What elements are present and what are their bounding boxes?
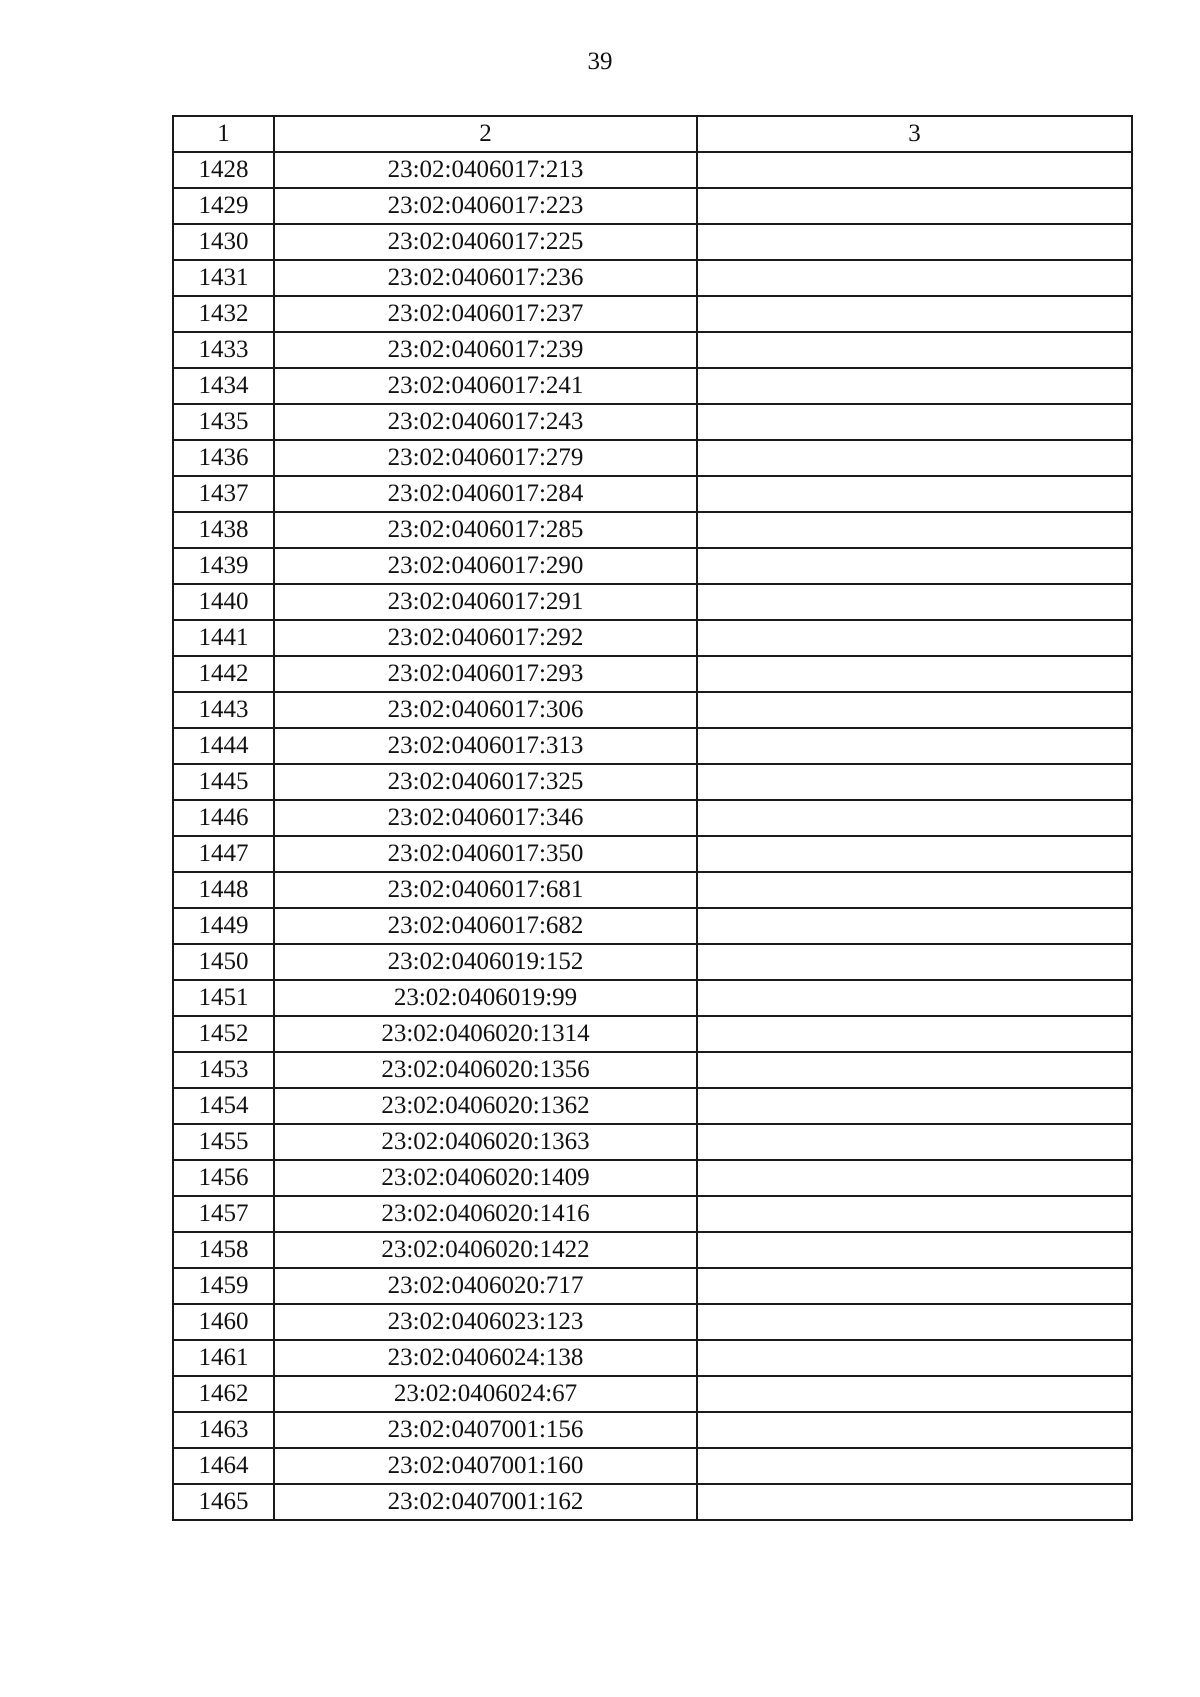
row-number-cell: 1447 [173,836,274,872]
row-number-cell: 1455 [173,1124,274,1160]
notes-cell [697,1160,1132,1196]
notes-cell [697,1052,1132,1088]
column-header-1: 1 [173,116,274,152]
row-number-cell: 1449 [173,908,274,944]
row-number-cell: 1457 [173,1196,274,1232]
notes-cell [697,692,1132,728]
notes-cell [697,1016,1132,1052]
table-row [173,1016,1132,1052]
cadastral-number-cell: 23:02:0406020:1314 [274,1016,697,1052]
cadastral-number-cell: 23:02:0407001:160 [274,1448,697,1484]
row-number-cell: 1448 [173,872,274,908]
notes-cell [697,656,1132,692]
cadastral-number-cell: 23:02:0406023:123 [274,1304,697,1340]
cadastral-number-cell: 23:02:0406020:1409 [274,1160,697,1196]
table-row [173,1340,1132,1376]
cadastral-number-cell: 23:02:0406017:682 [274,908,697,944]
cadastral-number-cell: 23:02:0406017:225 [274,224,697,260]
notes-cell [697,1448,1132,1484]
notes-cell [697,224,1132,260]
table-row [173,800,1132,836]
table-header-row [173,116,1132,152]
cadastral-number-cell: 23:02:0406017:237 [274,296,697,332]
row-number-cell: 1433 [173,332,274,368]
cadastral-number-cell: 23:02:0406017:350 [274,836,697,872]
cadastral-number-cell: 23:02:0406024:67 [274,1376,697,1412]
row-number-cell: 1461 [173,1340,274,1376]
row-number-cell: 1443 [173,692,274,728]
cadastral-number-cell: 23:02:0406019:152 [274,944,697,980]
row-number-cell: 1446 [173,800,274,836]
row-number-cell: 1452 [173,1016,274,1052]
cadastral-number-cell: 23:02:0406017:236 [274,260,697,296]
table-row [173,764,1132,800]
notes-cell [697,404,1132,440]
table-row [173,1412,1132,1448]
notes-cell [697,764,1132,800]
cadastral-number-cell: 23:02:0407001:162 [274,1484,697,1520]
table-row [173,908,1132,944]
table-row [173,1484,1132,1520]
cadastral-number-cell: 23:02:0406019:99 [274,980,697,1016]
row-number-cell: 1465 [173,1484,274,1520]
cadastral-number-cell: 23:02:0406017:213 [274,152,697,188]
table-row [173,656,1132,692]
row-number-cell: 1464 [173,1448,274,1484]
notes-cell [697,1376,1132,1412]
table-row [173,1268,1132,1304]
table-body [173,116,1132,1520]
cadastral-number-cell: 23:02:0406020:1363 [274,1124,697,1160]
notes-cell [697,548,1132,584]
notes-cell [697,908,1132,944]
row-number-cell: 1451 [173,980,274,1016]
table-row [173,332,1132,368]
page-number: 39 [587,48,613,75]
table-row [173,836,1132,872]
row-number-cell: 1441 [173,620,274,656]
notes-cell [697,728,1132,764]
notes-cell [697,260,1132,296]
row-number-cell: 1445 [173,764,274,800]
notes-cell [697,368,1132,404]
cadastral-number-cell: 23:02:0406017:681 [274,872,697,908]
notes-cell [697,1304,1132,1340]
cadastral-number-cell: 23:02:0406020:1356 [274,1052,697,1088]
column-header-2: 2 [274,116,697,152]
table-row [173,872,1132,908]
cadastral-number-cell: 23:02:0406017:325 [274,764,697,800]
notes-cell [697,1412,1132,1448]
row-number-cell: 1459 [173,1268,274,1304]
notes-cell [697,188,1132,224]
table-row [173,1196,1132,1232]
registry-table [172,115,1133,1521]
row-number-cell: 1430 [173,224,274,260]
row-number-cell: 1432 [173,296,274,332]
notes-cell [697,584,1132,620]
row-number-cell: 1454 [173,1088,274,1124]
table-row [173,296,1132,332]
notes-cell [697,476,1132,512]
cadastral-number-cell: 23:02:0406017:293 [274,656,697,692]
cadastral-number-cell: 23:02:0406017:290 [274,548,697,584]
row-number-cell: 1429 [173,188,274,224]
notes-cell [697,332,1132,368]
notes-cell [697,980,1132,1016]
table-row [173,224,1132,260]
cadastral-number-cell: 23:02:0406020:717 [274,1268,697,1304]
cadastral-number-cell: 23:02:0406017:285 [274,512,697,548]
notes-cell [697,1124,1132,1160]
notes-cell [697,872,1132,908]
row-number-cell: 1442 [173,656,274,692]
table-row [173,980,1132,1016]
table-row [173,620,1132,656]
cadastral-number-cell: 23:02:0406017:313 [274,728,697,764]
notes-cell [697,1340,1132,1376]
row-number-cell: 1462 [173,1376,274,1412]
row-number-cell: 1434 [173,368,274,404]
cadastral-number-cell: 23:02:0406017:346 [274,800,697,836]
row-number-cell: 1428 [173,152,274,188]
row-number-cell: 1438 [173,512,274,548]
table-row [173,1304,1132,1340]
notes-cell [697,800,1132,836]
table-row [173,548,1132,584]
notes-cell [697,620,1132,656]
table-row [173,440,1132,476]
notes-cell [697,1196,1132,1232]
cadastral-number-cell: 23:02:0406017:241 [274,368,697,404]
table-row [173,1232,1132,1268]
cadastral-number-cell: 23:02:0406020:1422 [274,1232,697,1268]
row-number-cell: 1435 [173,404,274,440]
cadastral-number-cell: 23:02:0406017:279 [274,440,697,476]
table-row [173,728,1132,764]
notes-cell [697,296,1132,332]
notes-cell [697,1484,1132,1520]
cadastral-number-cell: 23:02:0406020:1362 [274,1088,697,1124]
table-row [173,404,1132,440]
notes-cell [697,1268,1132,1304]
table-row [173,188,1132,224]
row-number-cell: 1458 [173,1232,274,1268]
row-number-cell: 1444 [173,728,274,764]
cadastral-number-cell: 23:02:0406017:292 [274,620,697,656]
cadastral-number-cell: 23:02:0406017:291 [274,584,697,620]
row-number-cell: 1439 [173,548,274,584]
cadastral-number-cell: 23:02:0406020:1416 [274,1196,697,1232]
cadastral-number-cell: 23:02:0406017:243 [274,404,697,440]
cadastral-number-cell: 23:02:0406017:223 [274,188,697,224]
table-row [173,476,1132,512]
row-number-cell: 1453 [173,1052,274,1088]
cadastral-number-cell: 23:02:0406024:138 [274,1340,697,1376]
table-row [173,1124,1132,1160]
table-row [173,260,1132,296]
notes-cell [697,1232,1132,1268]
notes-cell [697,836,1132,872]
table-row [173,1160,1132,1196]
notes-cell [697,1088,1132,1124]
table-row [173,368,1132,404]
notes-cell [697,152,1132,188]
column-header-3: 3 [697,116,1132,152]
table-row [173,512,1132,548]
cadastral-number-cell: 23:02:0406017:306 [274,692,697,728]
table-row [173,1376,1132,1412]
table-row [173,1088,1132,1124]
row-number-cell: 1456 [173,1160,274,1196]
row-number-cell: 1440 [173,584,274,620]
row-number-cell: 1450 [173,944,274,980]
table-row [173,944,1132,980]
table-row [173,1448,1132,1484]
table-row [173,1052,1132,1088]
notes-cell [697,440,1132,476]
notes-cell [697,512,1132,548]
notes-cell [697,944,1132,980]
cadastral-number-cell: 23:02:0407001:156 [274,1412,697,1448]
row-number-cell: 1437 [173,476,274,512]
row-number-cell: 1463 [173,1412,274,1448]
cadastral-number-cell: 23:02:0406017:239 [274,332,697,368]
row-number-cell: 1436 [173,440,274,476]
row-number-cell: 1431 [173,260,274,296]
table-row [173,692,1132,728]
table-row [173,152,1132,188]
cadastral-number-cell: 23:02:0406017:284 [274,476,697,512]
row-number-cell: 1460 [173,1304,274,1340]
table-row [173,584,1132,620]
